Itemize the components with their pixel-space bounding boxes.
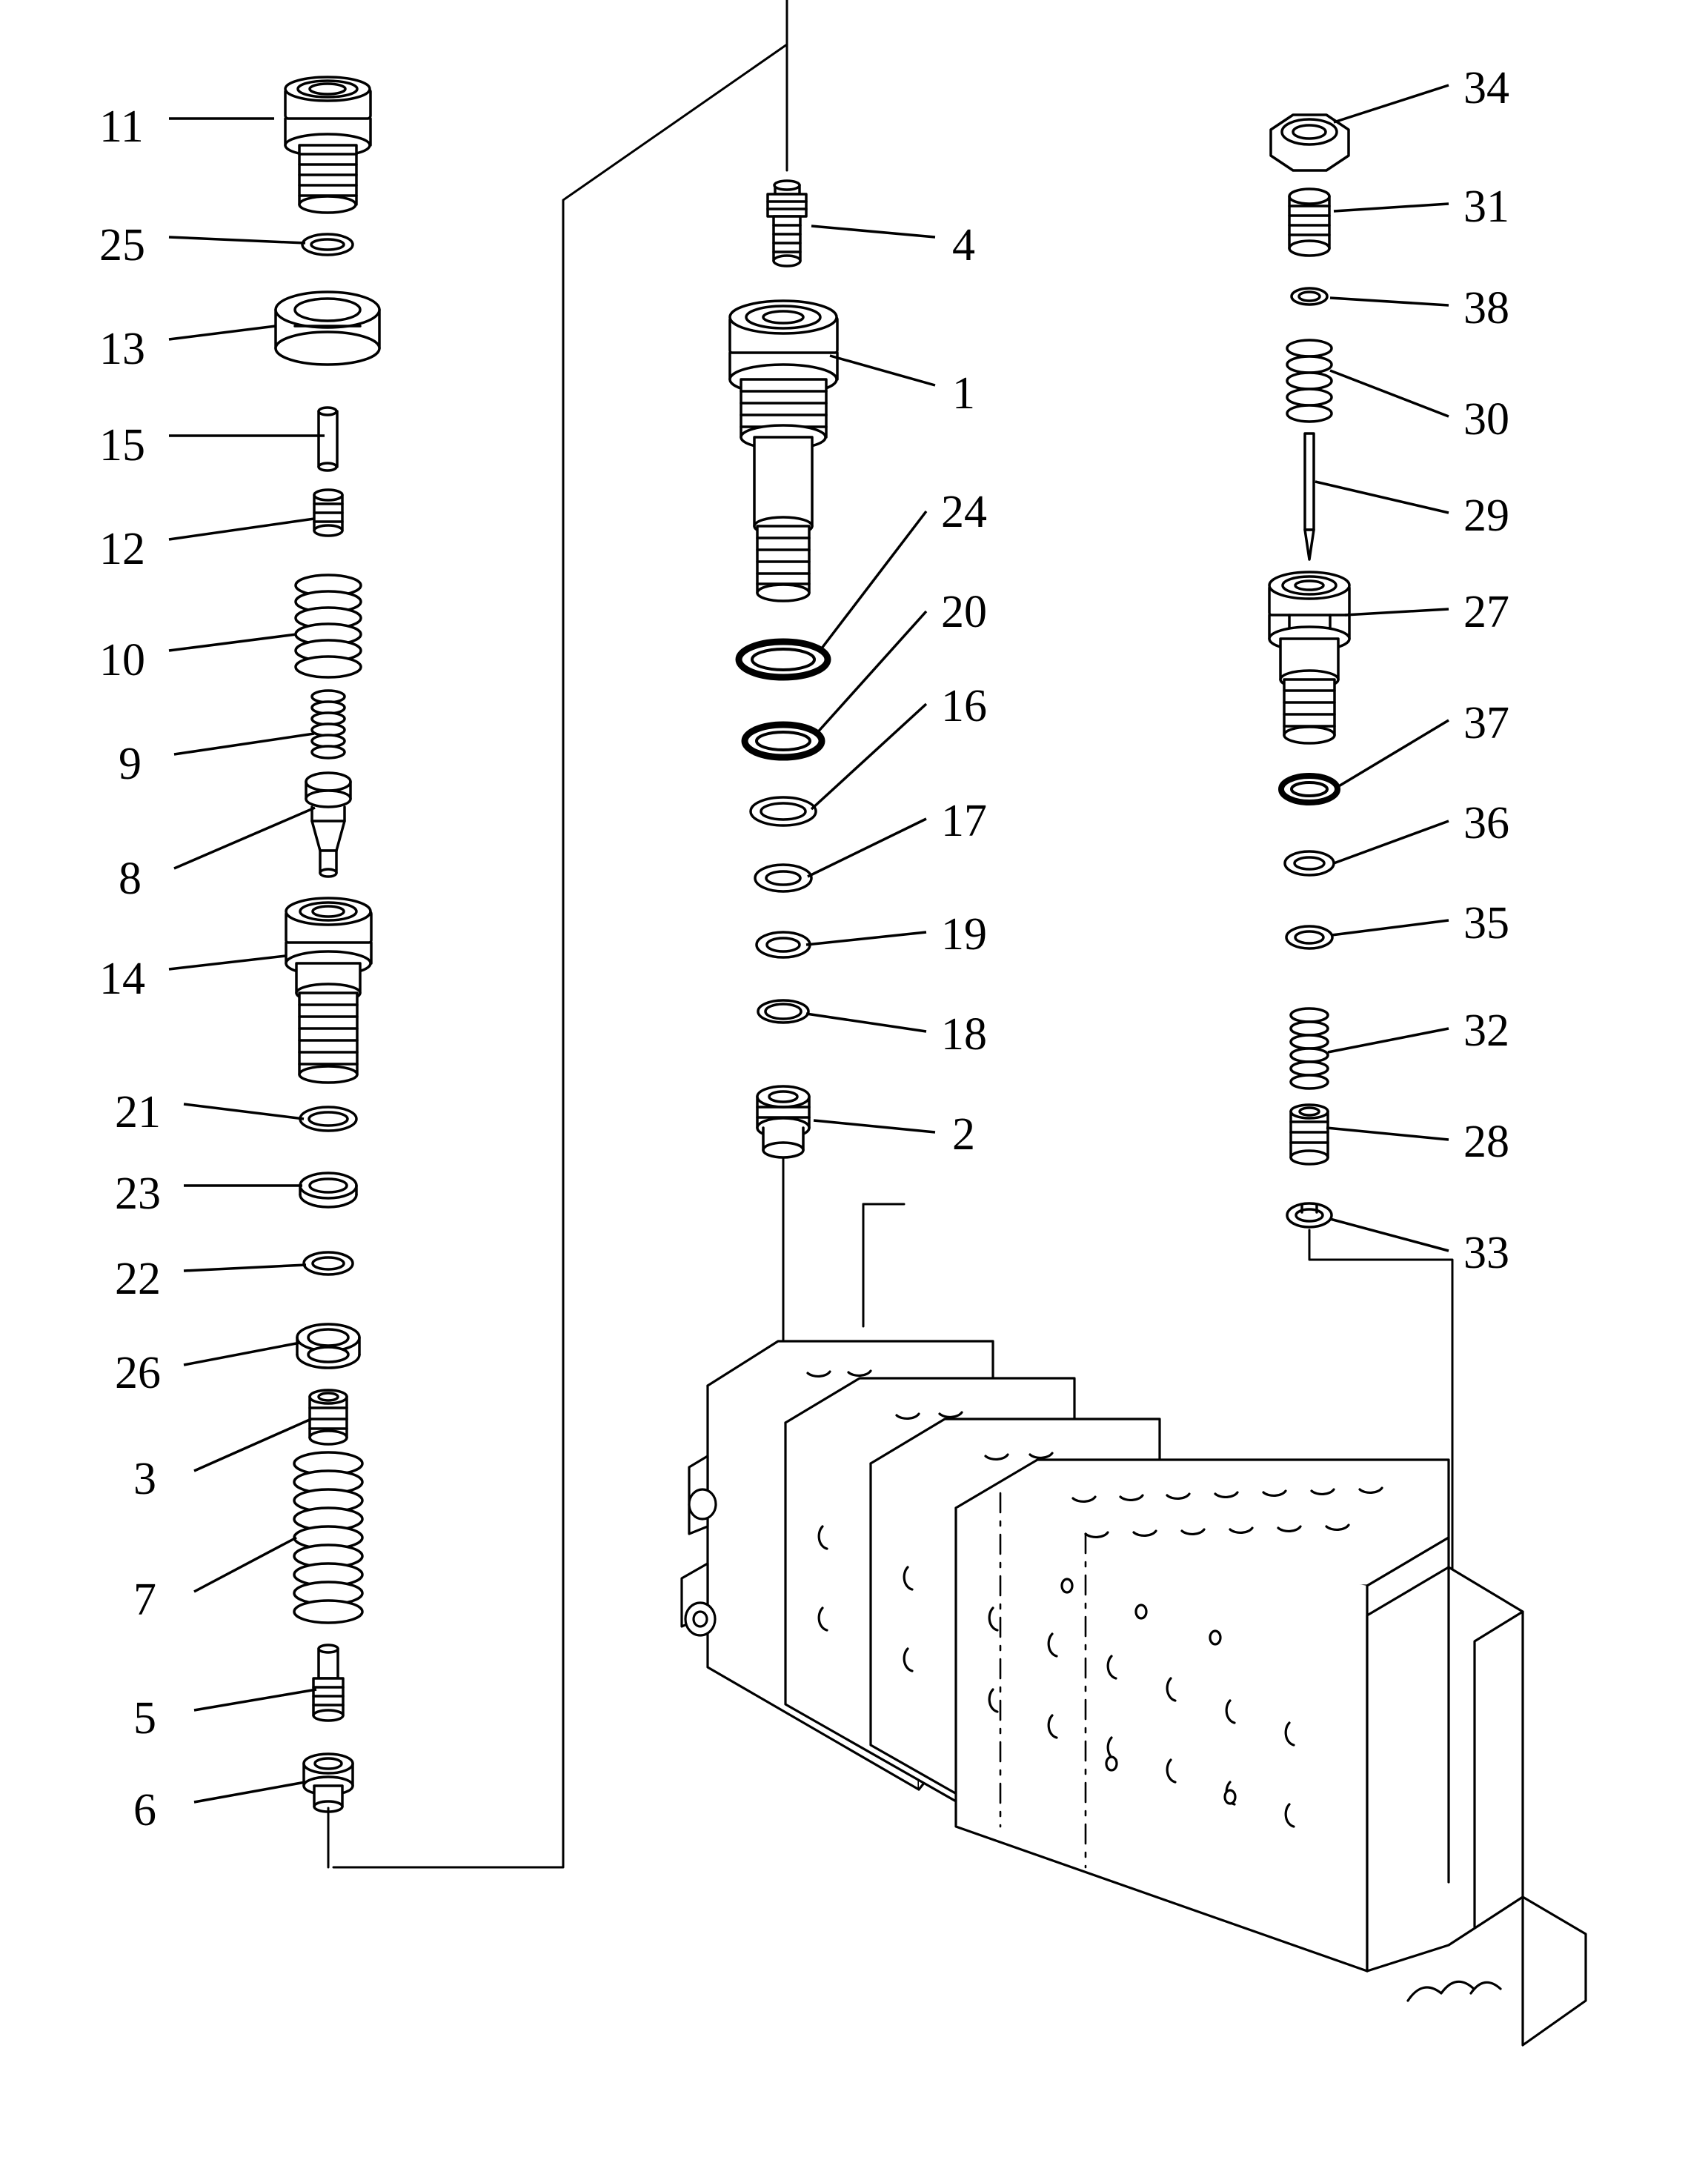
- callout-15: 15: [99, 420, 145, 471]
- callout-27: 27: [1463, 587, 1509, 637]
- callout-20: 20: [941, 587, 987, 637]
- callout-30: 30: [1463, 394, 1509, 445]
- callout-17: 17: [941, 796, 987, 846]
- callout-8: 8: [119, 854, 142, 904]
- callout-2: 2: [952, 1109, 975, 1160]
- callout-13: 13: [99, 324, 145, 374]
- callout-5: 5: [133, 1693, 156, 1744]
- callout-10: 10: [99, 635, 145, 685]
- callout-14: 14: [99, 954, 145, 1004]
- callout-11: 11: [99, 102, 144, 152]
- callout-37: 37: [1463, 698, 1509, 748]
- callout-36: 36: [1463, 798, 1509, 848]
- callout-32: 32: [1463, 1006, 1509, 1056]
- callout-23: 23: [115, 1169, 161, 1219]
- callout-9: 9: [119, 739, 142, 789]
- callout-34: 34: [1463, 63, 1509, 113]
- callout-22: 22: [115, 1254, 161, 1304]
- callout-3: 3: [133, 1454, 156, 1504]
- callout-28: 28: [1463, 1117, 1509, 1167]
- callout-29: 29: [1463, 491, 1509, 541]
- callout-6: 6: [133, 1785, 156, 1835]
- callout-35: 35: [1463, 898, 1509, 948]
- callout-21: 21: [115, 1087, 161, 1137]
- callout-4: 4: [952, 220, 975, 270]
- callout-33: 33: [1463, 1228, 1509, 1278]
- callout-26: 26: [115, 1348, 161, 1398]
- callout-16: 16: [941, 681, 987, 731]
- callout-1: 1: [952, 368, 975, 419]
- callout-12: 12: [99, 524, 145, 574]
- callout-24: 24: [941, 487, 987, 537]
- callout-31: 31: [1463, 182, 1509, 232]
- callout-18: 18: [941, 1009, 987, 1060]
- callout-25: 25: [99, 220, 145, 270]
- callout-7: 7: [133, 1575, 156, 1625]
- callout-19: 19: [941, 909, 987, 960]
- callout-38: 38: [1463, 283, 1509, 333]
